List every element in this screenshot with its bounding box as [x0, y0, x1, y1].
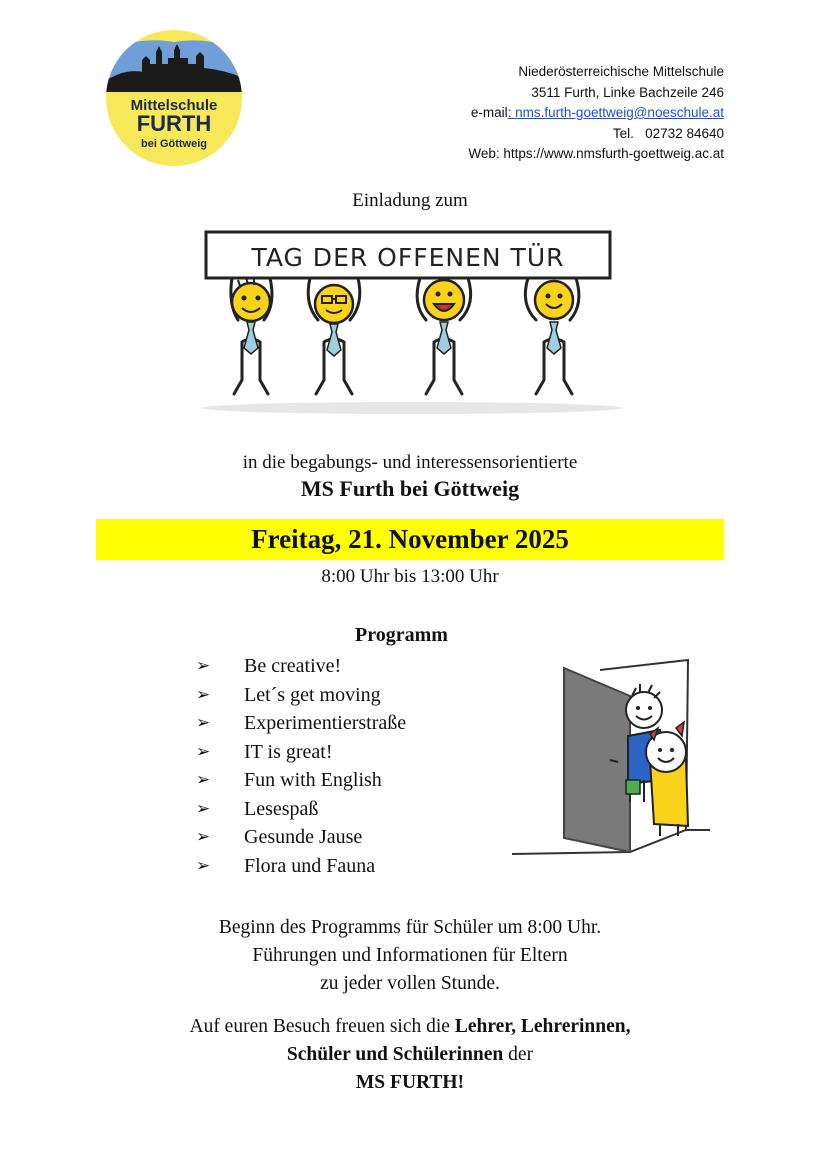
invite-subtitle: in die begabungs- und interessensorientierte [242, 452, 578, 473]
email-separator: : [507, 105, 516, 120]
arrow-bullet-icon: ➢ [196, 855, 211, 875]
program-item-label: IT is great! [244, 740, 333, 763]
program-item-label: Let´s get moving [244, 683, 381, 706]
arrow-bullet-icon: ➢ [196, 741, 211, 761]
logo-line2: FURTH [136, 111, 212, 136]
closing-text: der [503, 1044, 534, 1065]
program-item-label: Lesespaß [244, 797, 319, 820]
program-item-label: Gesunde Jause [244, 826, 363, 848]
closing-line-1 [0, 1013, 820, 1041]
program-item [196, 852, 406, 881]
program-item [196, 709, 406, 738]
closing-signature: MS FURTH! [355, 1072, 465, 1093]
web-link[interactable]: https://www.nmsfurth-goettweig.ac.at [503, 146, 724, 161]
invite-intro: Einladung zum [352, 190, 468, 211]
program-item [196, 681, 406, 710]
closing-bold-text: Lehrer, Lehrerinnen, [454, 1016, 631, 1037]
banner-text: TAG DER OFFENEN TÜR [251, 243, 565, 272]
door-kids-illustration [510, 656, 710, 862]
info-paragraph [0, 914, 820, 998]
closing-bold-text: Schüler und Schülerinnen [286, 1044, 504, 1065]
program-item-label: Experimentierstraße [244, 712, 407, 734]
program-item [196, 823, 406, 852]
program-item-label: Fun with English [244, 769, 382, 791]
phone-line [468, 124, 724, 145]
stick-figures-banner [198, 222, 626, 418]
event-date: Freitag, 21. November 2025 [251, 524, 569, 554]
program-item-label: Be creative! [244, 655, 342, 677]
info-line: Führungen und Informationen für Eltern [252, 945, 568, 966]
program-title: Programm [355, 624, 448, 646]
program-item [196, 652, 406, 681]
school-contact-block [468, 62, 724, 165]
open-day-illustration [198, 222, 626, 418]
phone-number: 02732 84640 [645, 125, 724, 141]
arrow-bullet-icon: ➢ [196, 684, 211, 704]
school-logo-graphic [104, 28, 244, 168]
event-time: 8:00 Uhr bis 13:00 Uhr [321, 566, 499, 587]
arrow-bullet-icon: ➢ [196, 827, 211, 846]
info-line: zu jeder vollen Stunde. [320, 973, 500, 994]
school-address: 3511 Furth, Linke Bachzeile 246 [531, 84, 724, 100]
info-line: Beginn des Programms für Schüler um 8:00 Uhr. [218, 917, 602, 938]
closing-paragraph [0, 1013, 820, 1097]
school-name-heading: MS Furth bei Göttweig [300, 476, 520, 501]
closing-line-2 [0, 1041, 820, 1069]
program-item [196, 766, 406, 795]
event-date-highlight [96, 519, 724, 560]
web-line [468, 144, 724, 165]
web-label: Web: [468, 146, 500, 161]
closing-line-3 [0, 1069, 820, 1097]
arrow-bullet-icon: ➢ [196, 713, 211, 732]
arrow-bullet-icon: ➢ [196, 798, 211, 818]
arrow-bullet-icon: ➢ [196, 656, 211, 675]
school-full-name: Niederösterreichische Mittelschule [518, 64, 724, 79]
program-item [196, 738, 406, 767]
arrow-bullet-icon: ➢ [196, 770, 211, 789]
program-item [196, 795, 406, 824]
logo-line3: bei Göttweig [141, 138, 207, 150]
closing-text: Auf euren Besuch freuen sich die [189, 1016, 455, 1037]
email-line [468, 103, 724, 124]
program-item-label: Flora und Fauna [244, 854, 376, 877]
email-label: e-mail [470, 105, 508, 120]
email-link[interactable]: nms.furth-goettweig@noeschule.at [515, 105, 724, 120]
program-list [196, 652, 406, 880]
door-kids-graphic [510, 656, 710, 862]
school-logo [104, 28, 244, 168]
logo-line1: Mittelschule [130, 97, 218, 114]
phone-label: Tel. [612, 125, 634, 141]
